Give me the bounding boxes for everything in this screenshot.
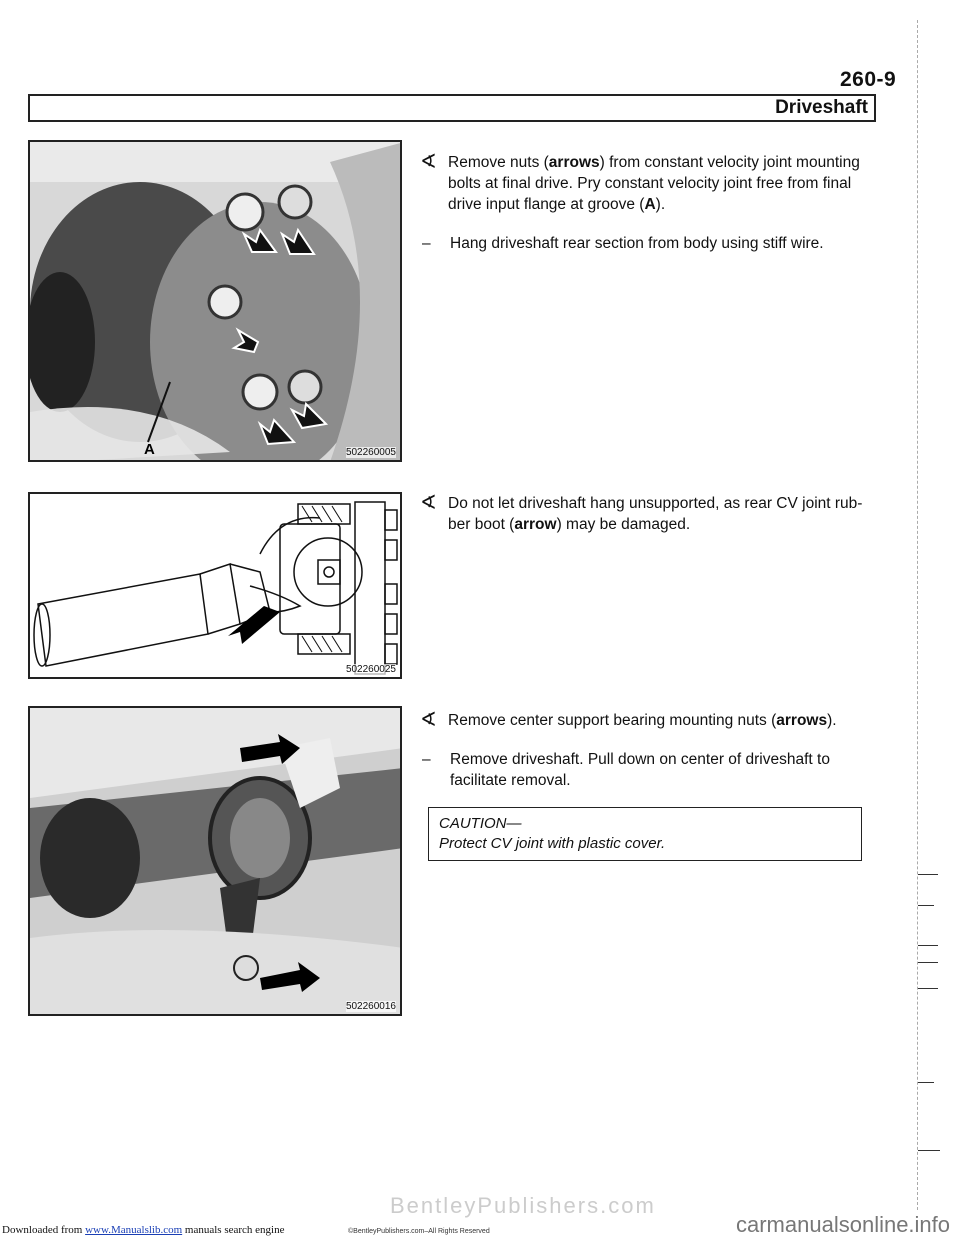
pointer-icon: ∢ [420,151,437,173]
dash-bullet: – [422,751,431,768]
section-title: Driveshaft [775,97,868,118]
figure-center-bearing-photo [28,706,402,1016]
cv-joint-photo-illustration [30,142,402,462]
driveshaft-diagram [30,494,402,679]
page-number: 260-9 [840,68,897,91]
instruction-block-3 [420,710,875,861]
figure-code: 502260025 [345,664,396,675]
margin-tick [918,874,938,875]
copyright-notice: ©BentleyPublishers.com–All Rights Reserved [348,1228,490,1235]
publisher-watermark: BentleyPublishers.com [390,1193,656,1218]
header-bar [28,94,876,122]
figure-cv-joint-photo [28,140,402,462]
download-footer: Downloaded from www.Manualslib.com manuals search engine [2,1224,285,1236]
step-hang-driveshaft: – Hang driveshaft rear section from body using stiff wire. [422,235,824,252]
figure-code: 502260005 [345,447,396,458]
margin-tick [918,988,938,989]
margin-tick [918,1150,940,1151]
manualslib-link[interactable]: www.Manualslib.com [85,1224,183,1236]
step-do-not-hang: ∢ Do not let driveshaft hang unsupported, as rear CV joint rub-ber boot (arrow) may be damaged. [420,492,863,533]
center-bearing-photo-illustration [30,708,402,1016]
figure-code: 502260016 [345,1001,396,1012]
margin-tick [918,1082,934,1083]
carmanuals-watermark: carmanualsonline.info [736,1212,951,1237]
margin-line [917,20,918,1210]
step-remove-nuts: ∢ Remove nuts (arrows) from constant velocity joint mounting bolts at final drive. Pry constant velocity joint free from final drive input flange at groove (A). [420,151,860,213]
step-remove-center-support: ∢ Remove center support bearing mounting nuts (arrows). [420,709,837,731]
caution-text: Protect CV joint with plastic cover. [439,835,666,852]
caution-box [428,807,862,861]
margin-tick [918,962,938,963]
margin-tick [918,945,938,946]
pointer-icon: ∢ [420,709,437,731]
figure-driveshaft-diagram [28,492,402,679]
instruction-block-2 [420,493,875,535]
margin-tick [918,905,934,906]
dash-bullet: – [422,235,431,252]
label-a: A [144,441,155,458]
instruction-block-1 [420,152,875,254]
step-remove-driveshaft: – Remove driveshaft. Pull down on center of driveshaft to facilitate removal. [422,751,830,789]
pointer-icon: ∢ [420,492,437,514]
caution-title: CAUTION— [439,815,522,832]
